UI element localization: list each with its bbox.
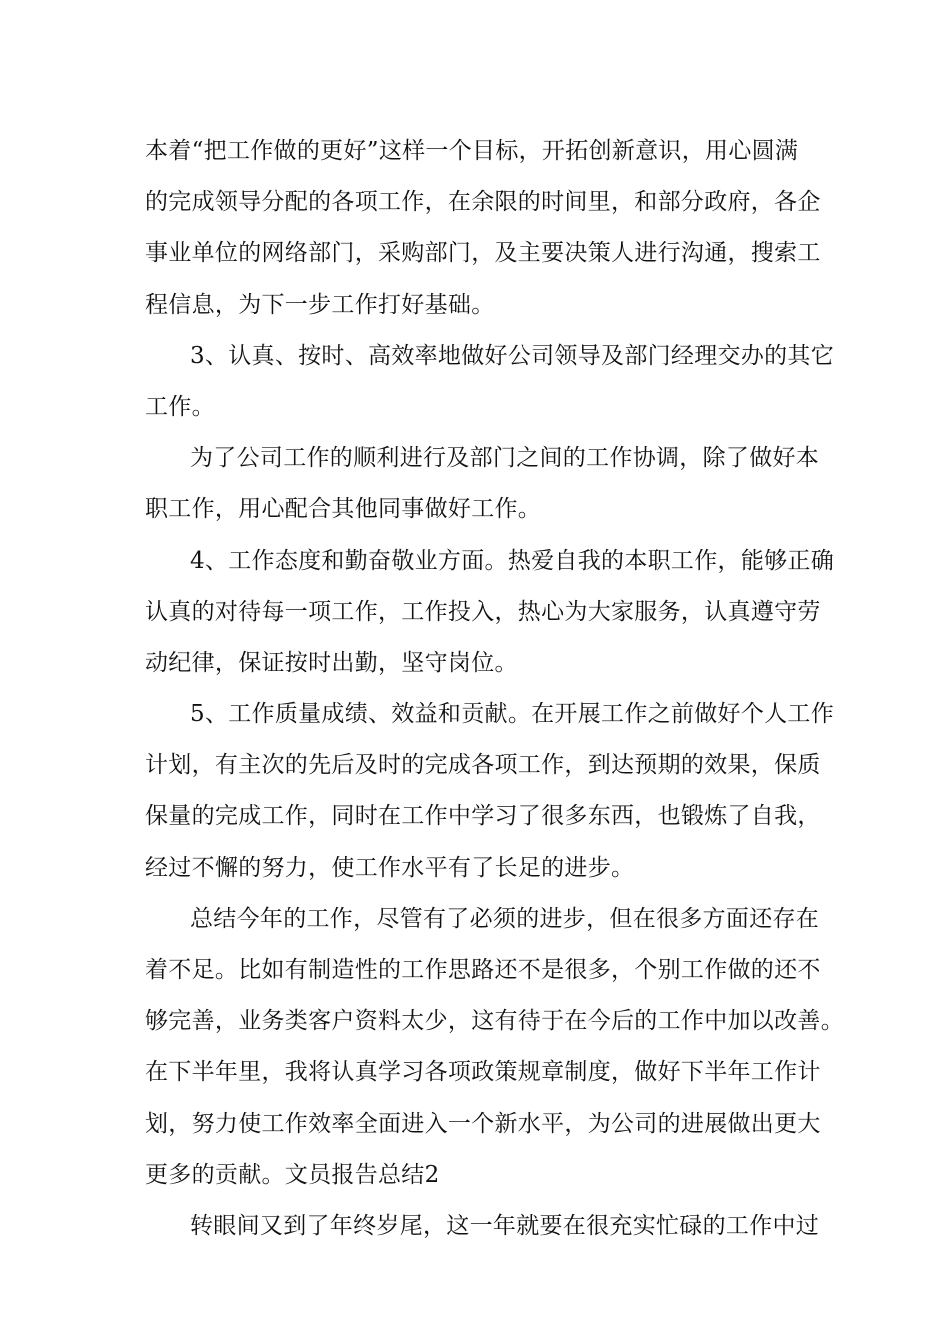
text-line: 5、工作质量成绩、效益和贡献。在开展工作之前做好个人工作	[190, 701, 835, 728]
text-line: 经过不懈的努力，使工作水平有了长足的进步。	[145, 854, 635, 881]
text-line: 计划，有主次的先后及时的完成各项工作，到达预期的效果，保质	[145, 752, 821, 779]
text-line: 程信息，为下一步工作打好基础。	[145, 291, 495, 318]
text-line: 事业单位的网络部门，采购部门，及主要决策人进行沟通，搜索工	[145, 240, 821, 267]
text-line: 3、认真、按时、高效率地做好公司领导及部门经理交办的其它	[190, 342, 835, 369]
text-line: 的完成领导分配的各项工作，在余限的时间里，和部分政府，各企	[145, 189, 821, 216]
text-line: 转眼间又到了年终岁尾，这一年就要在很充实忙碌的工作中过	[190, 1212, 820, 1239]
text-line: 本着“把工作做的更好”这样一个目标，开拓创新意识，用心圆满	[145, 138, 799, 164]
text-line: 4、工作态度和勤奋敬业方面。热爱自我的本职工作，能够正确	[190, 547, 835, 574]
text-line: 在下半年里，我将认真学习各项政策规章制度，做好下半年工作计	[145, 1059, 821, 1086]
text-line: 动纪律，保证按时出勤，坚守岗位。	[145, 649, 518, 676]
text-line: 工作。	[145, 393, 215, 420]
body-text	[145, 126, 844, 1252]
text-line: 总结今年的工作，尽管有了必须的进步，但在很多方面还存在	[190, 905, 820, 932]
text-line: 认真的对待每一项工作，工作投入，热心为大家服务，认真遵守劳	[145, 598, 821, 625]
text-line: 保量的完成工作，同时在工作中学习了很多东西，也锻炼了自我，	[145, 803, 821, 830]
text-line: 够完善，业务类客户资料太少，这有待于在今后的工作中加以改善。	[145, 1008, 844, 1035]
text-line: 划，努力使工作效率全面进入一个新水平，为公司的进展做出更大	[145, 1110, 821, 1137]
text-line: 职工作，用心配合其他同事做好工作。	[145, 496, 542, 523]
text-line: 更多的贡献。文员报告总结2	[145, 1161, 440, 1188]
text-line: 着不足。比如有制造性的工作思路还不是很多，个别工作做的还不	[145, 957, 821, 983]
text-line: 为了公司工作的顺利进行及部门之间的工作协调，除了做好本	[190, 445, 820, 472]
